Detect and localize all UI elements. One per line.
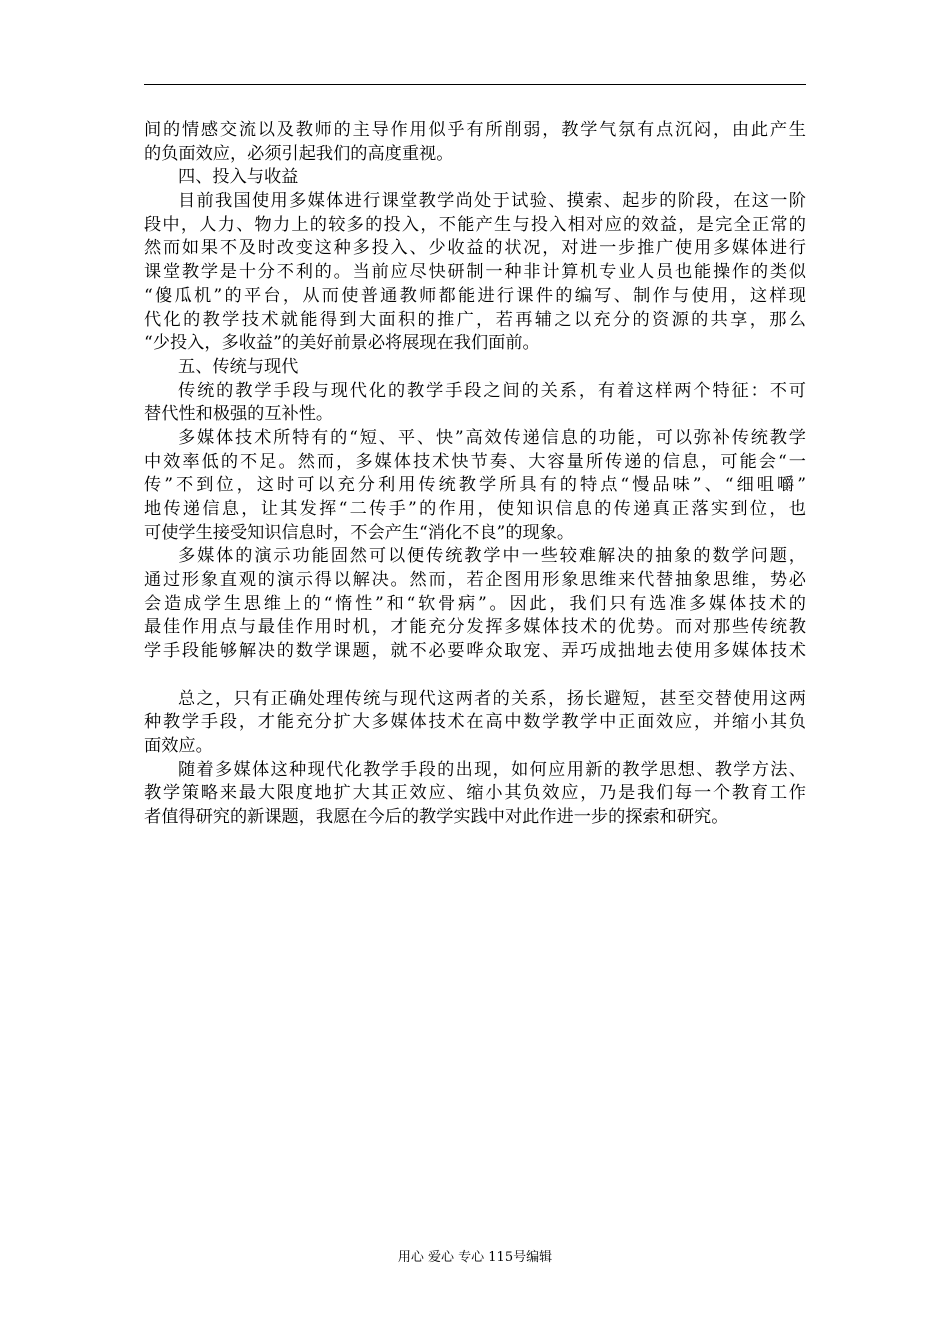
paragraph-line: 目前我国使用多媒体进行课堂教学尚处于试验、摸索、起步的阶段，在这一阶 bbox=[178, 191, 806, 212]
paragraph-line: 然而如果不及时改变这种多投入、少收益的状况，对进一步推广使用多媒体进行 bbox=[144, 238, 806, 259]
paragraph-line: “傻瓜机”的平台，从而使普通教师都能进行课件的编写、制作与使用，这样现 bbox=[144, 285, 806, 306]
paragraph-line: 通过形象直观的演示得以解决。然而，若企图用形象思维来代替抽象思维，势必 bbox=[144, 570, 806, 591]
paragraph-line: 替代性和极强的互补性。 bbox=[144, 404, 334, 425]
paragraph-line: 课堂教学是十分不利的。当前应尽快研制一种非计算机专业人员也能操作的类似 bbox=[144, 262, 806, 283]
document-body bbox=[144, 119, 806, 830]
paragraph-line: 总之，只有正确处理传统与现代这两者的关系，扬长避短，甚至交替使用这两 bbox=[178, 688, 806, 709]
paragraph-line: 可使学生接受知识信息时，不会产生“消化不良”的现象。 bbox=[144, 522, 575, 543]
paragraph-line: 代化的教学技术就能得到大面积的推广，若再辅之以充分的资源的共享，那么 bbox=[144, 309, 806, 330]
section-heading-tradition-modern: 五、传统与现代 bbox=[178, 356, 299, 377]
paragraph-line: 多媒体的演示功能固然可以便传统教学中一些较难解决的抽象的数学问题， bbox=[178, 546, 806, 567]
paragraph-line: 教学策略来最大限度地扩大其正效应、缩小其负效应，乃是我们每一个教育工作 bbox=[144, 783, 806, 804]
paragraph-line: 段中，人力、物力上的较多的投入，不能产生与投入相对应的效益，是完全正常的 bbox=[144, 214, 806, 235]
paragraph-line: 的负面效应，必须引起我们的高度重视。 bbox=[144, 143, 454, 164]
paragraph-line: 多媒体技术所特有的“短、平、快”高效传递信息的功能，可以弥补传统教学 bbox=[178, 427, 806, 448]
section-heading-investment-return: 四、投入与收益 bbox=[178, 167, 299, 188]
header-rule bbox=[144, 84, 806, 85]
paragraph-line: 地传递信息，让其发挥“二传手”的作用，使知识信息的传递真正落实到位，也 bbox=[144, 499, 806, 519]
paragraph-line: 传”不到位，这时可以充分利用传统教学所具有的特点“慢品味”、“细咀嚼” bbox=[144, 475, 806, 496]
paragraph-line: 中效率低的不足。然而，多媒体技术快节奏、大容量所传递的信息，可能会“一 bbox=[144, 451, 806, 472]
paragraph-line: 面效应。 bbox=[144, 735, 213, 756]
paragraph-line: 间的情感交流以及教师的主导作用似乎有所削弱，教学气氛有点沉闷，由此产生 bbox=[144, 120, 806, 140]
paragraph-line: 者值得研究的新课题，我愿在今后的教学实践中对此作进一步的探索和研究。 bbox=[144, 806, 729, 827]
paragraph-line: “少投入，多收益”的美好前景必将展现在我们面前。 bbox=[144, 333, 540, 354]
paragraph-line: 传统的教学手段与现代化的教学手段之间的关系，有着这样两个特征：不可 bbox=[178, 380, 806, 401]
blank-line bbox=[144, 664, 806, 688]
paragraph-line: 会造成学生思维上的“惰性”和“软骨病”。因此，我们只有选准多媒体技术的 bbox=[144, 593, 806, 614]
paragraph-line: 随着多媒体这种现代化教学手段的出现，如何应用新的教学思想、教学方法、 bbox=[178, 759, 806, 780]
page-footer: 用心 爱心 专心 115号编辑 bbox=[397, 1250, 553, 1265]
paragraph-line: 种教学手段，才能充分扩大多媒体技术在高中数学教学中正面效应，并缩小其负 bbox=[144, 712, 806, 733]
paragraph-line: 学手段能够解决的数学课题，就不必要哗众取宠、弄巧成拙地去使用多媒体技术 bbox=[144, 641, 806, 662]
paragraph-line: 最佳作用点与最佳作用时机，才能充分发挥多媒体技术的优势。而对那些传统教 bbox=[144, 617, 806, 638]
